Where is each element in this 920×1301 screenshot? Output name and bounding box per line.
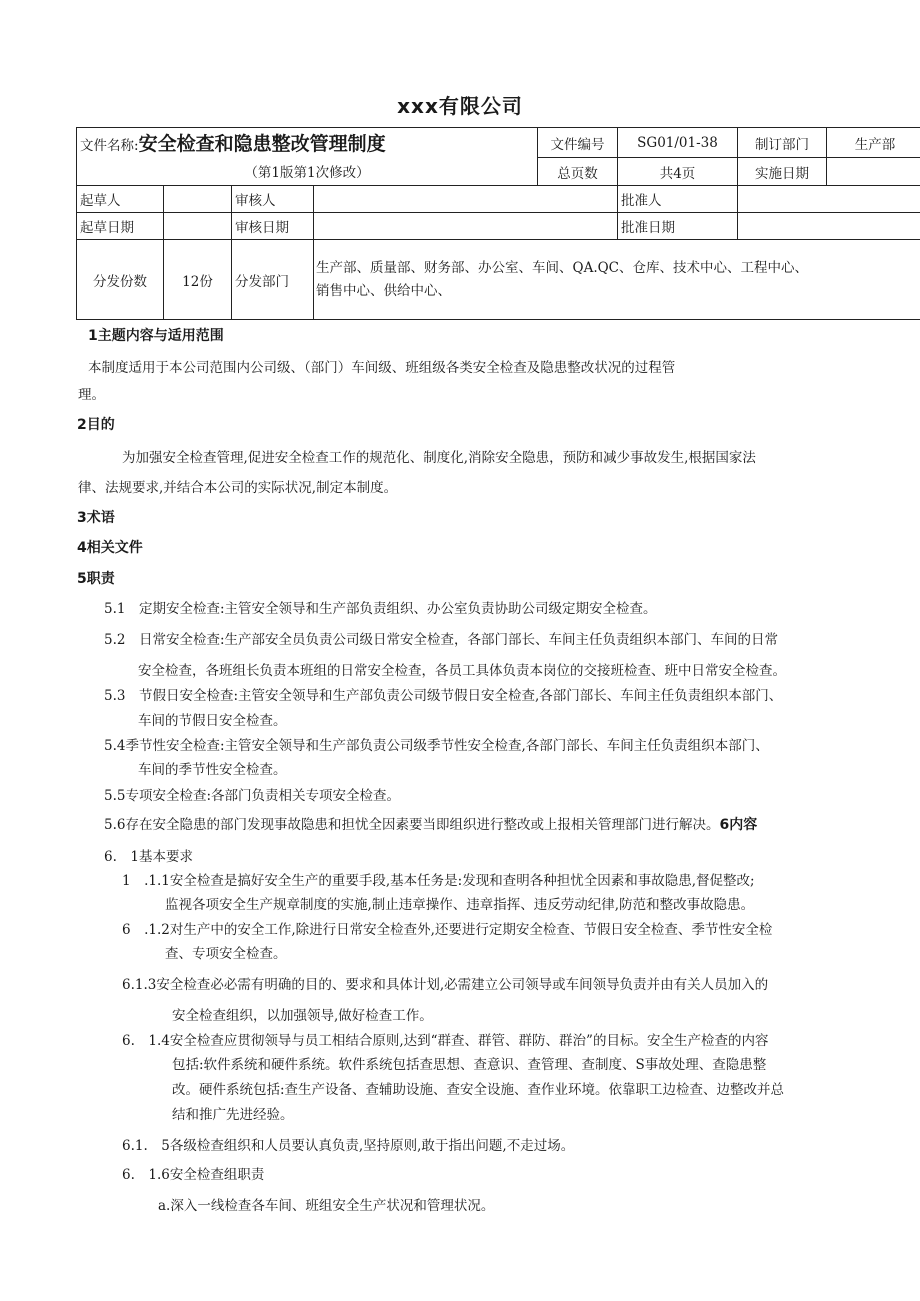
drafter-value	[164, 186, 232, 213]
item-6-1-2-line2: 查、专项安全检查。	[165, 946, 287, 962]
dist-dept-label: 分发部门	[232, 240, 314, 320]
doc-name-cell	[77, 128, 538, 158]
doc-name: 安全检查和隐患整改管理制度	[138, 133, 386, 156]
copies-label: 分发份数	[77, 240, 164, 320]
pages: 共4页	[618, 158, 738, 186]
section-5-title: 5职责	[77, 571, 115, 587]
section-4-title: 4相关文件	[77, 540, 143, 556]
impl-date	[827, 158, 920, 186]
draft-date-label: 起草日期	[77, 213, 164, 240]
item-6-1-6-a: a.深入一线检查各车间、班组安全生产状况和管理状况。	[158, 1198, 495, 1214]
doc-no-label: 文件编号	[538, 128, 618, 158]
dist-dept-line2: 销售中心、供给中心、	[316, 282, 451, 299]
dist-dept	[314, 240, 920, 320]
doc-version: （第1版第1次修改）	[77, 158, 538, 186]
approver-value	[738, 186, 920, 213]
item-6-1: 6. 1基本要求	[104, 849, 193, 865]
item-6-1-6: 6. 1.6安全检查组职责	[122, 1167, 265, 1183]
copies: 12份	[164, 240, 232, 320]
item-5-3-line1: 5.3 节假日安全检查:主管安全领导和生产部负责公司级节假日安全检查,各部门部长、车间主任负责组织本部门、	[104, 688, 783, 704]
approve-date-value	[738, 213, 920, 240]
dept: 生产部	[827, 128, 920, 158]
section-2-text-line2: 律、法规要求,并结合本公司的实际状况,制定本制度。	[78, 480, 398, 496]
section-1-title: 1主题内容与适用范围	[88, 328, 224, 344]
item-5-1: 5.1 定期安全检查:主管安全领导和生产部负责组织、办公室负责协助公司级定期安全检查。	[104, 601, 657, 617]
dist-dept-line1: 生产部、质量部、财务部、办公室、车间、QA.QC、仓库、技术中心、工程中心、	[316, 259, 809, 276]
section-6-title: 6内容	[719, 817, 758, 833]
section-2-text-line1: 为加强安全检查管理,促进安全检查工作的规范化、制度化,消除安全隐患，预防和减少事故发生,根据国家法	[122, 450, 756, 466]
item-5-2-line2: 安全检查，各班组长负责本班组的日常安全检查，各员工具体负责本岗位的交接班检查、班中日常安全检查。	[138, 663, 786, 679]
reviewer-value	[314, 186, 618, 213]
company-title: xxx有限公司	[397, 94, 523, 118]
review-date-label: 审核日期	[232, 213, 314, 240]
review-date-value	[314, 213, 618, 240]
item-6-1-4-line4: 结和推广先进经验。	[172, 1107, 294, 1123]
item-5-6	[104, 813, 757, 834]
item-5-4-line2: 车间的季节性安全检查。	[138, 762, 287, 778]
approve-date-label: 批准日期	[618, 213, 738, 240]
item-5-5: 5.5专项安全检查:各部门负责相关专项安全检查。	[104, 788, 401, 804]
section-3-title: 3术语	[77, 510, 115, 526]
approver-label: 批准人	[618, 186, 738, 213]
item-6-1-4-line1: 6. 1.4安全检查应贯彻领导与员工相结合原则,达到“群查、群管、群防、群治”的目标。安全生产检查的内容	[122, 1033, 769, 1049]
impl-date-label: 实施日期	[738, 158, 827, 186]
section-1-text-line2: 理。	[78, 387, 105, 403]
section-1-text-line1: 本制度适用于本公司范围内公司级、（部门）车间级、班组级各类安全检查及隐患整改状况的过程管	[88, 360, 676, 376]
item-6-1-1-line2: 监视各项安全生产规章制度的实施,制止违章操作、违章指挥、违反劳动纪律,防范和整改事故隐患。	[165, 897, 755, 913]
item-6-1-3-line1: 6.1.3安全检查必必需有明确的目的、要求和具体计划,必需建立公司领导或车间领导负责并由有关人员加入的	[122, 977, 769, 993]
item-5-2-line1: 5.2 日常安全检查:生产部安全员负责公司级日常安全检查，各部门部长、车间主任负责组织本部门、车间的日常	[104, 632, 779, 648]
draft-date-value	[164, 213, 232, 240]
reviewer-label: 审核人	[232, 186, 314, 213]
pages-label: 总页数	[538, 158, 618, 186]
item-5-6-text: 5.6存在安全隐患的部门发现事故隐患和担忧全因素要当即组织进行整改或上报相关管理部门进行解决。	[104, 817, 720, 833]
section-2-title: 2目的	[77, 417, 115, 433]
doc-name-label: 文件名称:	[80, 138, 139, 155]
item-5-4-line1: 5.4季节性安全检查:主管安全领导和生产部负责公司级季节性安全检查,各部门部长、车间主任负责组织本部门、	[104, 738, 769, 754]
document-header-table	[76, 127, 920, 320]
dept-label: 制订部门	[738, 128, 827, 158]
item-6-1-1-line1: 1 .1.1安全检查是搞好安全生产的重要手段,基本任务是:发现和查明各种担忧全因素和事故隐患,督促整改;	[122, 873, 755, 889]
item-6-1-3-line2: 安全检查组织，以加强领导,做好检查工作。	[172, 1008, 433, 1024]
doc-no: SG01/01-38	[618, 128, 738, 158]
drafter-label: 起草人	[77, 186, 164, 213]
item-6-1-5: 6.1. 5各级检查组织和人员要认真负责,坚持原则,敢于指出问题,不走过场。	[122, 1138, 575, 1154]
item-5-3-line2: 车间的节假日安全检查。	[138, 713, 287, 729]
item-6-1-4-line2: 包括:软件系统和硬件系统。软件系统包括查思想、查意识、查管理、查制度、S事故处理、查隐患整	[172, 1057, 767, 1073]
item-6-1-4-line3: 改。硬件系统包括:查生产设备、查辅助设施、查安全设施、查作业环境。依靠职工边检查、边整改并总	[172, 1082, 785, 1098]
item-6-1-2-line1: 6 .1.2对生产中的安全工作,除进行日常安全检查外,还要进行定期安全检查、节假日安全检查、季节性安全检	[122, 922, 773, 938]
